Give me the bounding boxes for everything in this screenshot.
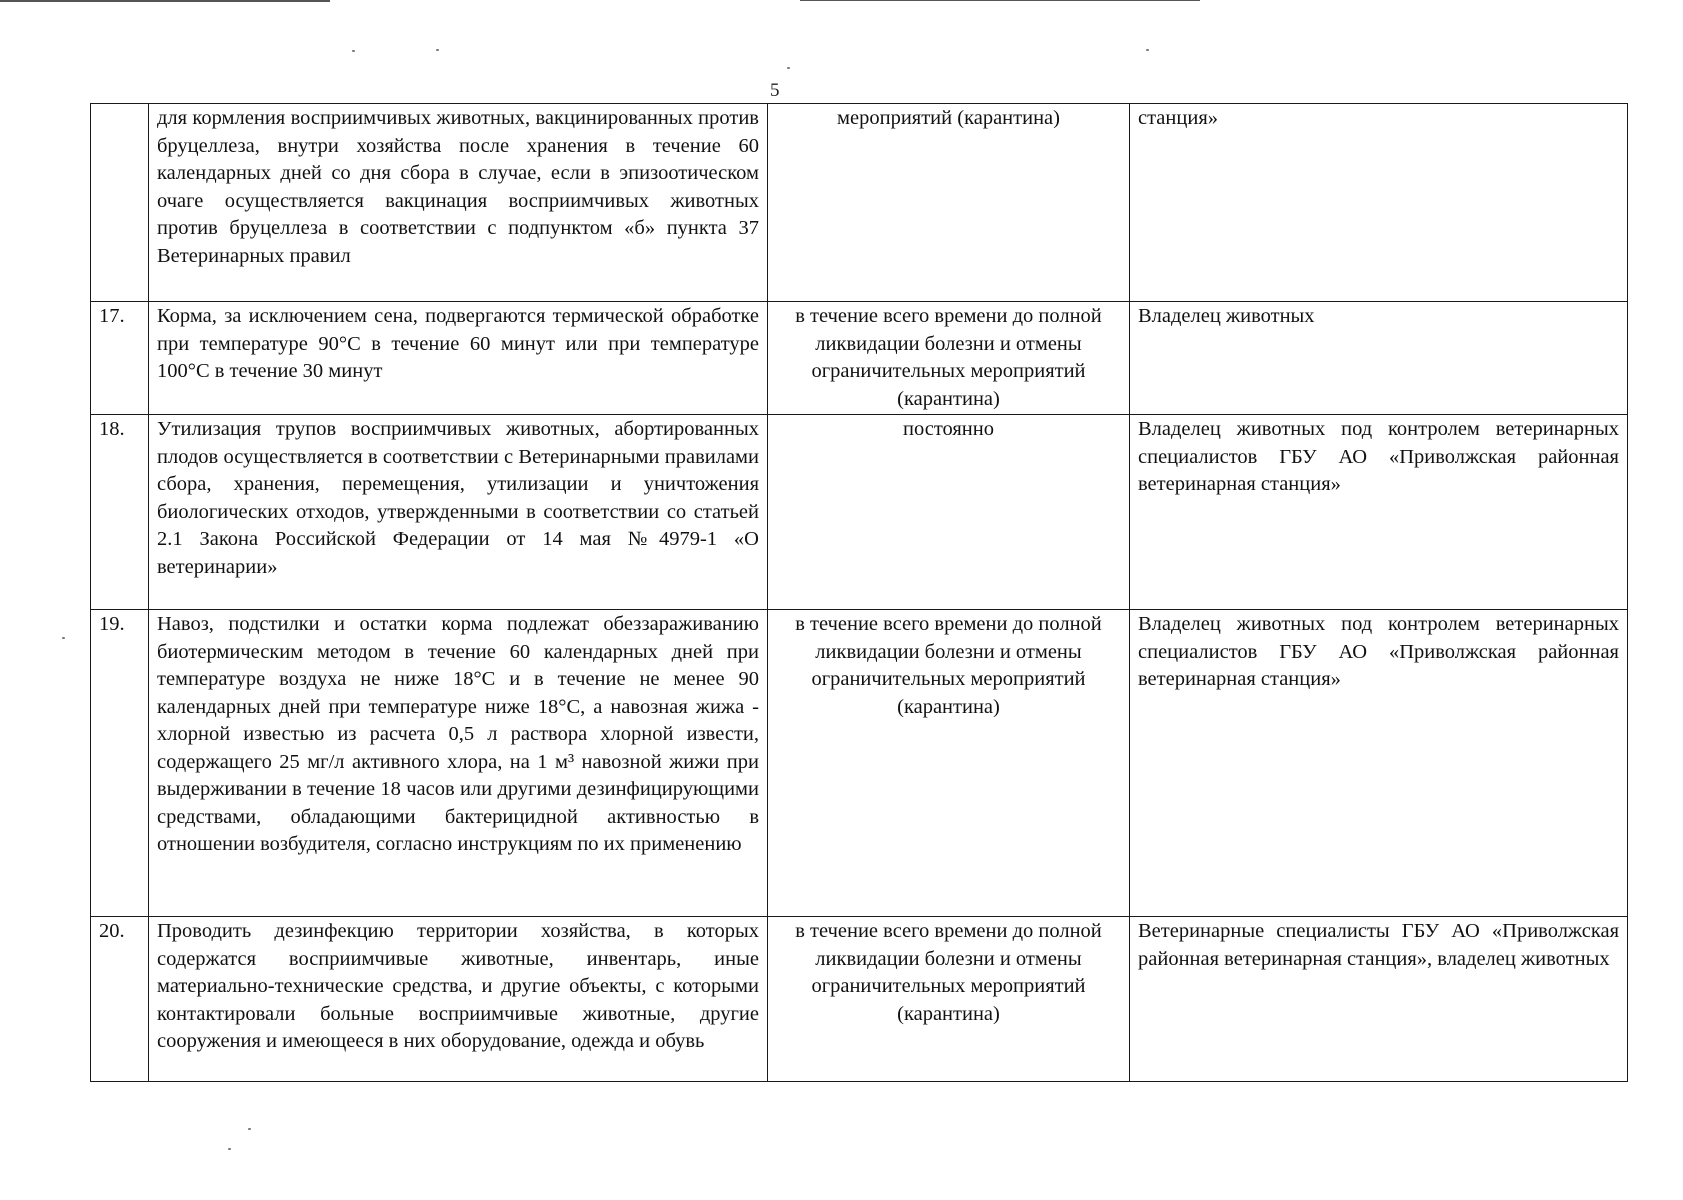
row-number (91, 104, 149, 302)
table-row (91, 104, 1628, 302)
scan-speck (787, 67, 790, 69)
measure-responsible: Ветеринарные специалисты ГБУ АО «Приволжская районная ветеринарная станция», владелец животных (1130, 917, 1628, 1082)
measure-period: в течение всего времени до полной ликвидации болезни и отмены ограничительных мероприятий (карантина) (768, 302, 1130, 415)
scan-speck (248, 1128, 251, 1130)
row-number: 19. (91, 610, 149, 917)
measure-period: в течение всего времени до полной ликвидации болезни и отмены ограничительных мероприятий (карантина) (768, 917, 1130, 1082)
table-row (91, 302, 1628, 415)
scan-speck (352, 50, 355, 52)
table-row (91, 917, 1628, 1082)
row-number: 18. (91, 415, 149, 610)
measure-responsible: Владелец животных под контролем ветеринарных специалистов ГБУ АО «Приволжская районная ветеринарная станция» (1130, 610, 1628, 917)
measure-description: для кормления восприимчивых животных, вакцинированных против бруцеллеза, внутри хозяйства после хранения в течение 60 календарных дней со дня сбора в случае, если в эпизоотическом очаге осуществляется вакцинация восприимчивых животных против бруцеллеза в соответствии с подпунктом «б» пункта 37 Ветеринарных правил (149, 104, 768, 302)
scan-speck (436, 49, 439, 51)
row-number: 17. (91, 302, 149, 415)
scan-speck (1146, 49, 1149, 51)
scan-edge-line (800, 0, 1200, 1)
measure-responsible: станция» (1130, 104, 1628, 302)
measure-description: Навоз, подстилки и остатки корма подлежат обеззараживанию биотермическим методом в течение 60 календарных дней при температуре воздуха не ниже 18°С и в течение не менее 90 календарных дней при температуре ниже 18°С, а навозная жижа - хлорной известью из расчета 0,5 л раствора хлорной извести, содержащего 25 мг/л активного хлора, на 1 м³ навозной жижи при выдерживании в течение 18 часов или другими дезинфицирующими средствами, обладающими бактерицидной активностью в отношении возбудителя, согласно инструкциям по их применению (149, 610, 768, 917)
measure-description: Проводить дезинфекцию территории хозяйства, в которых содержатся восприимчивые животные, инвентарь, иные материально-технические средства, и другие объекты, с которыми контактировали больные восприимчивые животные, другие сооружения и имеющееся в них оборудование, одежда и обувь (149, 917, 768, 1082)
measure-period: мероприятий (карантина) (768, 104, 1130, 302)
scan-speck (228, 1148, 231, 1150)
scan-edge-line (0, 0, 330, 2)
table-row (91, 415, 1628, 610)
row-number: 20. (91, 917, 149, 1082)
page-number: 5 (770, 80, 780, 101)
measure-responsible: Владелец животных под контролем ветеринарных специалистов ГБУ АО «Приволжская районная ветеринарная станция» (1130, 415, 1628, 610)
measure-description: Корма, за исключением сена, подвергаются термической обработке при температуре 90°С в течение 60 минут или при температуре 100°С в течение 30 минут (149, 302, 768, 415)
measures-table (90, 103, 1628, 1082)
table-row (91, 610, 1628, 917)
measure-period: в течение всего времени до полной ликвидации болезни и отмены ограничительных мероприятий (карантина) (768, 610, 1130, 917)
measure-description: Утилизация трупов восприимчивых животных, абортированных плодов осуществляется в соответствии с Ветеринарными правилами сбора, хранения, перемещения, утилизации и уничтожения биологических отходов, утвержденными в соответствии со статьей 2.1 Закона Российской Федерации от 14 мая №4979-1 «О ветеринарии» (149, 415, 768, 610)
measure-period: постоянно (768, 415, 1130, 610)
measure-responsible: Владелец животных (1130, 302, 1628, 415)
scan-speck (62, 637, 65, 639)
